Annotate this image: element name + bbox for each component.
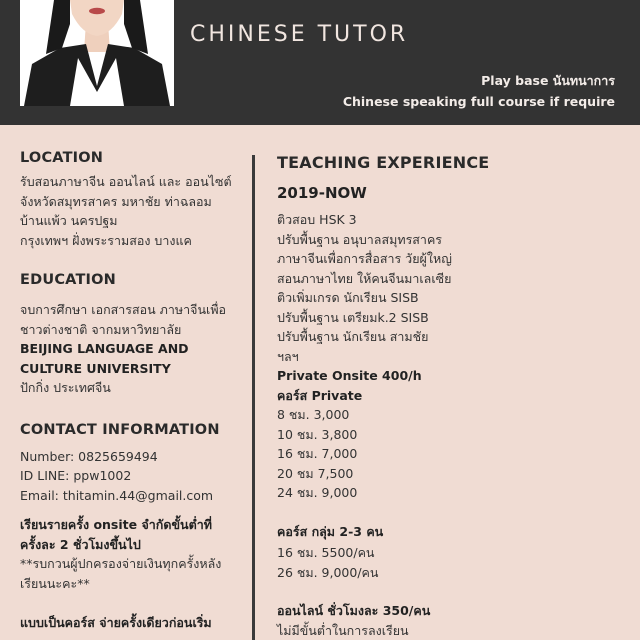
right-column bbox=[277, 150, 617, 640]
experience-item: ติวเพิ่มเกรด นักเรียน SISB bbox=[277, 290, 419, 305]
experience-item: สอนภาษาไทย ให้คนจีนมาเลเซีย bbox=[277, 270, 452, 286]
private-price: 16 ชม. 7,000 bbox=[277, 446, 358, 461]
header-line: Chinese speaking full course if require bbox=[342, 94, 615, 109]
education-text bbox=[20, 300, 245, 339]
private-price: 8 ชม. 3,000 bbox=[277, 407, 350, 422]
payment-note-line: เรียนนะคะ** bbox=[20, 575, 90, 591]
course-payment-note bbox=[20, 613, 245, 633]
column-divider bbox=[252, 155, 255, 640]
header-bar bbox=[0, 0, 640, 125]
course-payment-line: แบบเป็นคอร์ส จ่ายครั้งเดียวก่อนเริ่ม bbox=[20, 615, 212, 630]
private-onsite-rate: Private Onsite 400/h bbox=[277, 368, 422, 383]
onsite-note bbox=[20, 515, 245, 554]
education-heading: EDUCATION bbox=[20, 272, 117, 288]
onsite-note-line: เรียนรายครั้ง onsite จำกัดขั้นต่ำที่ bbox=[20, 517, 212, 532]
city-line: ปักกิ่ง ประเทศจีน bbox=[20, 380, 111, 395]
private-price: 20 ชม 7,500 bbox=[277, 465, 354, 481]
education-city bbox=[20, 378, 245, 398]
experience-item: ปรับพื้นฐาน เตรียมk.2 SISB bbox=[277, 309, 429, 325]
payment-note-line: **รบกวนผู้ปกครองจ่ายเงินทุกครั้งหลัง bbox=[20, 556, 222, 571]
private-pricing-heading bbox=[277, 366, 617, 405]
university-line: CULTURE UNIVERSITY bbox=[20, 360, 171, 376]
location-text bbox=[20, 172, 245, 250]
experience-item: ภาษาจีนเพื่อการสื่อสาร วัยผู้ใหญ่ bbox=[277, 251, 452, 266]
line-id: ID LINE: ppw1002 bbox=[20, 468, 132, 483]
experience-item: ปรับพื้นฐาน นักเรียน สามชัย bbox=[277, 329, 429, 344]
location-line: กรุงเทพฯ ฝั่งพระรามสอง บางแค bbox=[20, 232, 192, 248]
experience-item: ปรับพื้นฐาน อนุบาลสมุทรสาคร bbox=[277, 231, 443, 247]
page-title: CHINESE TUTOR bbox=[190, 22, 409, 47]
phone-number: Number: 0825659494 bbox=[20, 448, 158, 464]
contact-heading: CONTACT INFORMATION bbox=[20, 421, 220, 438]
location-line: จังหวัดสมุทรสาคร มหาชัย ท่าฉลอม bbox=[20, 193, 212, 209]
education-line: จบการศึกษา เอกสารสอน ภาษาจีนเพื่อ bbox=[20, 302, 227, 317]
private-price-list bbox=[277, 405, 617, 503]
location-line: บ้านแพ้ว นครปฐม bbox=[20, 213, 118, 228]
group-course-heading: คอร์ส กลุ่ม 2-3 คน bbox=[277, 523, 384, 539]
experience-item: ติวสอบ HSK 3 bbox=[277, 212, 357, 227]
online-note: ไม่มีขั้นต่ำในการลงเรียน bbox=[277, 622, 409, 638]
experience-item: ฯลฯ bbox=[277, 348, 299, 364]
group-price-list bbox=[277, 543, 617, 582]
experience-list bbox=[277, 210, 617, 366]
private-price: 24 ชม. 9,000 bbox=[277, 485, 358, 500]
university-line: BEIJING LANGUAGE AND bbox=[20, 341, 189, 356]
onsite-note-line: ครั้งละ 2 ชั่วโมงขึ้นไป bbox=[20, 536, 141, 552]
location-line: รับสอนภาษาจีน ออนไลน์ และ ออนไซต์ bbox=[20, 174, 232, 189]
education-line: ชาวต่างชาติ จากมหาวิทยาลัย bbox=[20, 321, 182, 337]
private-price: 10 ชม. 3,800 bbox=[277, 426, 358, 442]
group-price: 26 ชม. 9,000/คน bbox=[277, 564, 379, 580]
left-column bbox=[20, 150, 245, 633]
private-course-title: คอร์ส Private bbox=[277, 387, 363, 403]
group-price: 16 ชม. 5500/คน bbox=[277, 545, 375, 560]
header-line: Play base นันทนาการ bbox=[481, 73, 615, 88]
experience-heading: TEACHING EXPERIENCE bbox=[277, 153, 490, 172]
online-rate-heading: ออนไลน์ ชั่วโมงละ 350/คน bbox=[277, 603, 431, 618]
contact-details bbox=[20, 447, 245, 506]
profile-photo bbox=[20, 0, 174, 106]
email-address: Email: thitamin.44@gmail.com bbox=[20, 487, 214, 503]
experience-year: 2019-NOW bbox=[277, 184, 367, 202]
university-name bbox=[20, 339, 245, 378]
location-heading: LOCATION bbox=[20, 150, 104, 166]
payment-note bbox=[20, 554, 245, 593]
header-subtitle bbox=[343, 70, 615, 112]
